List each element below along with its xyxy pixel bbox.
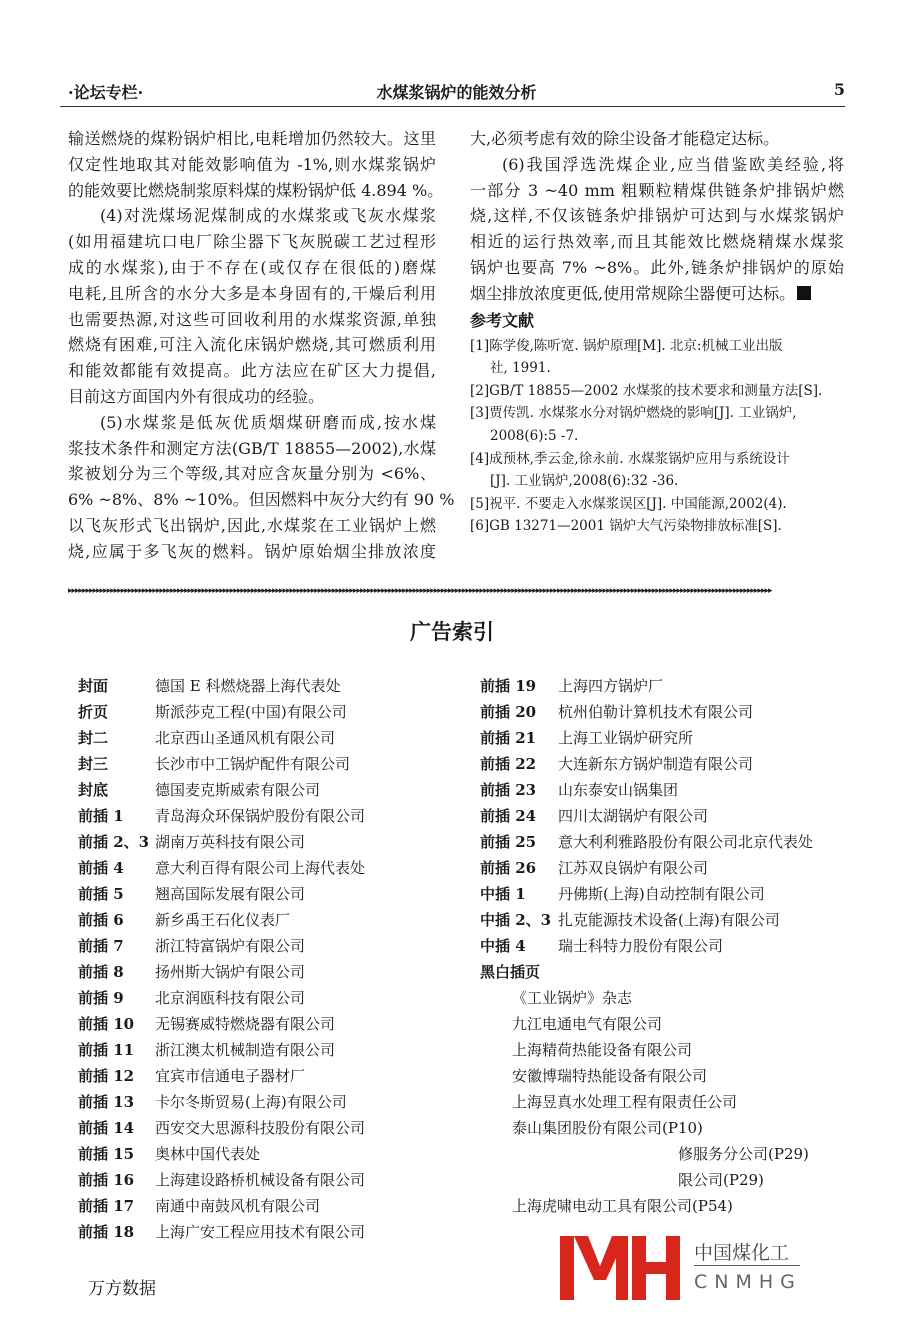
advertiser-name: 北京西山圣通风机有限公司 bbox=[155, 729, 336, 747]
ad-position: 前插 20 bbox=[480, 703, 537, 721]
advertiser-name: 杭州伯勒计算机技术有限公司 bbox=[558, 703, 754, 721]
text-line-content: (4)对洗煤场泥煤制成的水煤浆或飞灰水煤浆 bbox=[100, 206, 436, 226]
ad-index-row bbox=[480, 829, 850, 855]
text-line bbox=[68, 281, 436, 307]
ad-index-row bbox=[78, 1011, 438, 1037]
advertiser-name: 江苏双良锅炉有限公司 bbox=[558, 859, 709, 877]
ad-index-right bbox=[480, 673, 850, 1219]
ad-index-row bbox=[78, 985, 438, 1011]
ad-position: 封底 bbox=[78, 781, 109, 799]
section-divider: ▸▸▸▸▸▸▸▸▸▸▸▸▸▸▸▸▸▸▸▸▸▸▸▸▸▸▸▸▸▸▸▸▸▸▸▸▸▸▸▸▸▸▸▸▸▸▸▸▸▸▸▸▸▸▸▸▸▸▸▸▸▸▸▸▸▸▸▸▸▸▸▸▸▸▸▸▸▸▸▸▸▸▸▸▸▸▸▸▸▸▸▸▸▸▸▸▸▸▸▸▸▸▸▸▸▸▸▸▸▸▸▸▸▸▸▸▸▸▸▸▸▸▸▸▸▸▸▸▸▸▸▸▸▸▸▸▸▸▸▸▸▸▸▸▸▸▸▸▸▸▸▸▸▸▸▸▸▸▸▸▸▸▸▸▸▸▸▸▸▸▸▸▸▸▸▸▸▸▸▸▸▸▸▸▸▸▸▸▸▸▸▸▸▸▸▸▸▸▸▸ bbox=[68, 586, 772, 596]
text-line-content: (5)水煤浆是低灰优质烟煤研磨而成,按水煤 bbox=[100, 412, 436, 432]
ad-index-row bbox=[78, 1063, 438, 1089]
ad-index-title: 广告索引 bbox=[410, 619, 494, 644]
text-line-content: 锅炉也要高 7% ~8%。此外,链条炉排锅炉的原始 bbox=[470, 257, 844, 277]
advertiser-name: 山东泰安山锅集团 bbox=[558, 781, 679, 799]
ad-position: 前插 25 bbox=[480, 833, 537, 851]
reference-continuation: [J]. 工业锅炉,2008(6):32 -36. bbox=[490, 473, 679, 490]
text-line bbox=[68, 255, 436, 281]
text-line bbox=[68, 461, 436, 487]
ad-position: 前插 16 bbox=[78, 1171, 135, 1189]
right-text-column bbox=[470, 126, 844, 538]
text-line-content: 仅定性地取其对能效影响值为 -1%,则水煤浆锅炉 bbox=[68, 154, 436, 174]
references-list bbox=[470, 335, 844, 538]
text-line bbox=[68, 307, 436, 333]
text-line-content: 以飞灰形式飞出锅炉,因此,水煤浆在工业锅炉上燃 bbox=[68, 515, 436, 535]
ad-position: 前插 18 bbox=[78, 1223, 135, 1241]
advertiser-name: 浙江特富锅炉有限公司 bbox=[155, 937, 306, 955]
ad-position: 前插 9 bbox=[78, 989, 124, 1007]
ad-position: 前插 8 bbox=[78, 963, 124, 981]
ad-index-row bbox=[480, 881, 850, 907]
ad-position: 中插 4 bbox=[480, 937, 526, 955]
text-line-content: 成的水煤浆),由于不存在(或仅存在很低的)磨煤 bbox=[68, 257, 436, 277]
ad-position: 前插 23 bbox=[480, 781, 537, 799]
text-line bbox=[470, 203, 844, 229]
ad-position: 前插 6 bbox=[78, 911, 124, 929]
text-line-content: (6)我国浮选洗煤企业,应当借鉴欧美经验,将 bbox=[502, 154, 844, 174]
advertiser-name: 浙江澳太机械制造有限公司 bbox=[155, 1041, 336, 1059]
text-line bbox=[470, 229, 844, 255]
ad-index-row bbox=[78, 907, 438, 933]
advertiser-name: 扬州斯大锅炉有限公司 bbox=[155, 963, 306, 981]
advertiser-name: 大连新东方锅炉制造有限公司 bbox=[558, 755, 754, 773]
text-line-content: 烧,这样,不仅该链条炉排锅炉可达到与水煤浆锅炉 bbox=[470, 206, 844, 226]
ad-index-row bbox=[480, 777, 850, 803]
watermark-cn: 中国煤化工 bbox=[694, 1242, 790, 1264]
text-line bbox=[68, 487, 455, 513]
reference-text: [4]成预林,季云金,徐永前. 水煤浆锅炉应用与系统设计 bbox=[470, 450, 790, 467]
page-number: 5 bbox=[833, 80, 845, 99]
reference-item bbox=[470, 402, 844, 447]
ad-index-row bbox=[78, 751, 438, 777]
text-line-content: 6% ~8%、8% ~10%。但因燃料中灰分大约有 90 % bbox=[68, 490, 455, 510]
advertiser-name: 德国 E 科燃烧器上海代表处 bbox=[155, 677, 341, 695]
text-line-content: 输送燃烧的煤粉锅炉相比,电耗增加仍然较大。这里 bbox=[68, 129, 436, 148]
advertiser-name: 《工业锅炉》杂志 bbox=[512, 989, 633, 1007]
ad-position: 前插 26 bbox=[480, 859, 537, 877]
ad-index-row bbox=[78, 803, 438, 829]
advertiser-name: 南通中南鼓风机有限公司 bbox=[155, 1197, 321, 1215]
ad-index-row bbox=[480, 907, 850, 933]
reference-item bbox=[470, 515, 844, 538]
ad-index-row bbox=[480, 751, 850, 777]
text-line bbox=[68, 126, 436, 152]
text-line bbox=[68, 152, 436, 178]
ad-index-row bbox=[78, 699, 438, 725]
ad-index-row bbox=[78, 1219, 438, 1245]
text-line bbox=[68, 513, 436, 539]
ad-index-row bbox=[480, 1063, 850, 1089]
ad-index-row bbox=[480, 1141, 850, 1167]
ad-index-row bbox=[78, 959, 438, 985]
ad-index-row bbox=[78, 1167, 438, 1193]
text-line bbox=[68, 229, 436, 255]
ad-position: 前插 19 bbox=[480, 677, 537, 695]
reference-text: [1]陈学俊,陈听宽. 锅炉原理[M]. 北京:机械工业出版 bbox=[470, 337, 783, 354]
ad-position: 中插 2、3 bbox=[480, 911, 552, 929]
advertiser-name: 丹佛斯(上海)自动控制有限公司 bbox=[558, 885, 765, 903]
ad-position: 前插 22 bbox=[480, 755, 537, 773]
ad-index-row bbox=[480, 1193, 850, 1219]
ad-index-left bbox=[78, 673, 438, 1245]
advertiser-name: 上海昱真水处理工程有限责任公司 bbox=[512, 1093, 738, 1111]
reference-item bbox=[470, 380, 844, 403]
text-line-content: 目前这方面国内外有很成功的经验。 bbox=[68, 386, 325, 406]
text-line-content: 浆技术条件和测定方法(GB/T 18855—2002),水煤 bbox=[68, 438, 436, 458]
ad-index-row bbox=[480, 1167, 850, 1193]
advertiser-name: 四川太湖锅炉有限公司 bbox=[558, 807, 709, 825]
ad-index-row bbox=[480, 1115, 850, 1141]
end-of-article-icon bbox=[797, 286, 811, 300]
text-line bbox=[68, 410, 436, 436]
text-line bbox=[68, 358, 436, 384]
ad-position: 前插 15 bbox=[78, 1145, 135, 1163]
advertiser-name: 翘高国际发展有限公司 bbox=[155, 885, 306, 903]
left-text-column bbox=[68, 126, 455, 565]
text-line bbox=[68, 436, 436, 462]
reference-text: [2]GB/T 18855—2002 水煤浆的技术要求和测量方法[S]. bbox=[470, 382, 823, 399]
ad-index-row bbox=[78, 1037, 438, 1063]
ad-position: 前插 14 bbox=[78, 1119, 135, 1137]
advertiser-name: 限公司(P29) bbox=[678, 1171, 764, 1189]
text-line-content: 也需要热源,对这些可回收利用的水煤浆资源,单独 bbox=[68, 309, 436, 329]
ad-position: 前插 4 bbox=[78, 859, 124, 877]
ad-position: 前插 5 bbox=[78, 885, 124, 903]
text-line-content: 一部分 3 ~40 mm 粗颗粒精煤供链条炉排锅炉燃 bbox=[470, 180, 844, 200]
advertiser-name: 扎克能源技术设备(上海)有限公司 bbox=[558, 911, 780, 929]
ad-index-row bbox=[78, 1141, 438, 1167]
advertiser-name: 上海虎啸电动工具有限公司(P54) bbox=[512, 1197, 733, 1215]
advertiser-name: 意大利利雅路股份有限公司北京代表处 bbox=[558, 833, 814, 851]
ad-position: 前插 10 bbox=[78, 1015, 135, 1033]
text-line-content: 大,必须考虑有效的除尘设备才能稳定达标。 bbox=[470, 129, 780, 148]
ad-index-row bbox=[78, 1193, 438, 1219]
text-line bbox=[470, 255, 844, 281]
ad-position: 前插 2、3 bbox=[78, 833, 150, 851]
ad-position: 前插 7 bbox=[78, 937, 124, 955]
ad-index-row bbox=[480, 855, 850, 881]
advertiser-name: 湖南万英科技有限公司 bbox=[155, 833, 306, 851]
ad-index-row bbox=[480, 1011, 850, 1037]
text-line-content: 的能效要比燃烧制浆原料煤的煤粉锅炉低 4.894 %。 bbox=[68, 180, 444, 200]
references-heading: 参考文献 bbox=[470, 310, 535, 330]
ad-position: 封三 bbox=[78, 755, 109, 773]
ad-index-row bbox=[480, 985, 850, 1011]
reference-item bbox=[470, 335, 844, 380]
advertiser-name: 斯派莎克工程(中国)有限公司 bbox=[155, 703, 347, 721]
cnmhg-watermark-logo bbox=[560, 1236, 685, 1300]
advertiser-name: 德国麦克斯威索有限公司 bbox=[155, 781, 321, 799]
ad-index-row bbox=[480, 699, 850, 725]
reference-item bbox=[470, 448, 844, 493]
advertiser-name: 青岛海众环保锅炉股份有限公司 bbox=[155, 807, 366, 825]
text-line-content: 燃烧有困难,可注入流化床锅炉燃烧,其可燃质利用 bbox=[68, 335, 436, 355]
text-line bbox=[68, 384, 436, 410]
advertiser-name: 上海广安工程应用技术有限公司 bbox=[155, 1223, 366, 1241]
advertiser-name: 意大利百得有限公司上海代表处 bbox=[155, 859, 366, 877]
advertiser-name: 瑞士科特力股份有限公司 bbox=[558, 937, 724, 955]
text-line-content: 烧,应属于多飞灰的燃料。锅炉原始烟尘排放浓度 bbox=[68, 541, 436, 561]
text-line bbox=[470, 152, 844, 178]
text-line-content: 烟尘排放浓度更低,使用常规除尘器便可达标。 bbox=[470, 283, 796, 303]
ad-position: 前插 1 bbox=[78, 807, 124, 825]
text-line-content: 和能效都能有效提高。此方法应在矿区大力提倡, bbox=[68, 361, 436, 381]
ad-position: 封面 bbox=[78, 677, 109, 695]
reference-item bbox=[470, 493, 844, 516]
reference-text: [5]祝平. 不要走入水煤浆误区[J]. 中国能源,2002(4). bbox=[470, 495, 787, 512]
ad-position: 封二 bbox=[78, 729, 109, 747]
text-line bbox=[470, 126, 844, 152]
advertiser-name: 九江电通电气有限公司 bbox=[512, 1015, 663, 1033]
advertiser-name: 西安交大思源科技股份有限公司 bbox=[155, 1119, 366, 1137]
advertiser-name: 无锡赛威特燃烧器有限公司 bbox=[155, 1015, 336, 1033]
advertiser-name: 北京润瓯科技有限公司 bbox=[155, 989, 306, 1007]
advertiser-name: 上海工业锅炉研究所 bbox=[558, 729, 694, 747]
ad-index-row bbox=[78, 1115, 438, 1141]
ad-position: 前插 13 bbox=[78, 1093, 135, 1111]
ad-index-row bbox=[78, 777, 438, 803]
bw-heading: 黑白插页 bbox=[480, 963, 541, 981]
advertiser-name: 长沙市中工锅炉配件有限公司 bbox=[155, 755, 351, 773]
ad-index-row bbox=[78, 1089, 438, 1115]
ad-index-row bbox=[480, 1089, 850, 1115]
text-line bbox=[68, 539, 436, 565]
ad-position: 折页 bbox=[78, 703, 109, 721]
advertiser-name: 奥林中国代表处 bbox=[155, 1145, 261, 1163]
text-line-content: (如用福建坑口电厂除尘器下飞灰脱碳工艺过程形 bbox=[68, 232, 436, 252]
watermark-en: CNMHG bbox=[694, 1271, 802, 1293]
advertiser-name: 上海建设路桥机械设备有限公司 bbox=[155, 1171, 366, 1189]
ad-position: 前插 17 bbox=[78, 1197, 135, 1215]
ad-index-row bbox=[480, 673, 850, 699]
header-rule bbox=[60, 106, 845, 107]
text-line-content: 浆被划分为三个等级,其对应含灰量分别为 <6%、 bbox=[68, 464, 436, 484]
advertiser-name: 宜宾市信通电子器材厂 bbox=[155, 1067, 306, 1085]
advertiser-name: 卡尔冬斯贸易(上海)有限公司 bbox=[155, 1093, 347, 1111]
ad-index-row bbox=[78, 829, 438, 855]
reference-text: [3]贾传凯. 水煤浆水分对锅炉燃烧的影响[J]. 工业锅炉, bbox=[470, 405, 797, 422]
advertiser-name: 上海精荷热能设备有限公司 bbox=[512, 1041, 693, 1059]
advertiser-name: 上海四方锅炉厂 bbox=[558, 677, 664, 695]
ad-index-row bbox=[78, 933, 438, 959]
advertiser-name: 安徽博瑞特热能设备有限公司 bbox=[512, 1067, 708, 1085]
text-line bbox=[68, 203, 436, 229]
text-line-content: 相近的运行热效率,而且其能效比燃烧精煤水煤浆 bbox=[470, 232, 844, 252]
ad-index-row bbox=[78, 881, 438, 907]
text-line bbox=[470, 281, 844, 307]
ad-index-row bbox=[480, 933, 850, 959]
ad-index-row bbox=[480, 1037, 850, 1063]
ad-position: 前插 24 bbox=[480, 807, 537, 825]
ad-index-row bbox=[78, 855, 438, 881]
reference-text: [6]GB 13271—2001 锅炉大气污染物排放标准[S]. bbox=[470, 518, 782, 535]
ad-index-row bbox=[480, 725, 850, 751]
advertiser-name: 修服务分公司(P29) bbox=[678, 1145, 809, 1163]
ad-index-row bbox=[78, 673, 438, 699]
running-header bbox=[68, 78, 845, 104]
ad-position: 前插 12 bbox=[78, 1067, 135, 1085]
ad-index-row bbox=[480, 803, 850, 829]
ad-position: 中插 1 bbox=[480, 885, 526, 903]
ad-position: 前插 11 bbox=[78, 1041, 135, 1059]
header-title: 水煤浆锅炉的能效分析 bbox=[376, 83, 537, 102]
text-line-content: 电耗,且所含的水分大多是本身固有的,干燥后利用 bbox=[68, 283, 436, 303]
text-line bbox=[68, 178, 444, 204]
footer-source: 万方数据 bbox=[88, 1279, 156, 1299]
advertiser-name: 泰山集团股份有限公司(P10) bbox=[512, 1119, 703, 1137]
reference-continuation: 2008(6):5 -7. bbox=[490, 427, 579, 444]
text-line bbox=[68, 332, 436, 358]
ad-index-row bbox=[78, 725, 438, 751]
watermark-rule bbox=[694, 1265, 800, 1266]
advertiser-name: 新乡禹王石化仪表厂 bbox=[155, 911, 291, 929]
ad-position: 前插 21 bbox=[480, 729, 537, 747]
reference-continuation: 社, 1991. bbox=[490, 360, 551, 377]
header-section: ·论坛专栏· bbox=[68, 83, 144, 102]
text-line bbox=[470, 178, 844, 204]
